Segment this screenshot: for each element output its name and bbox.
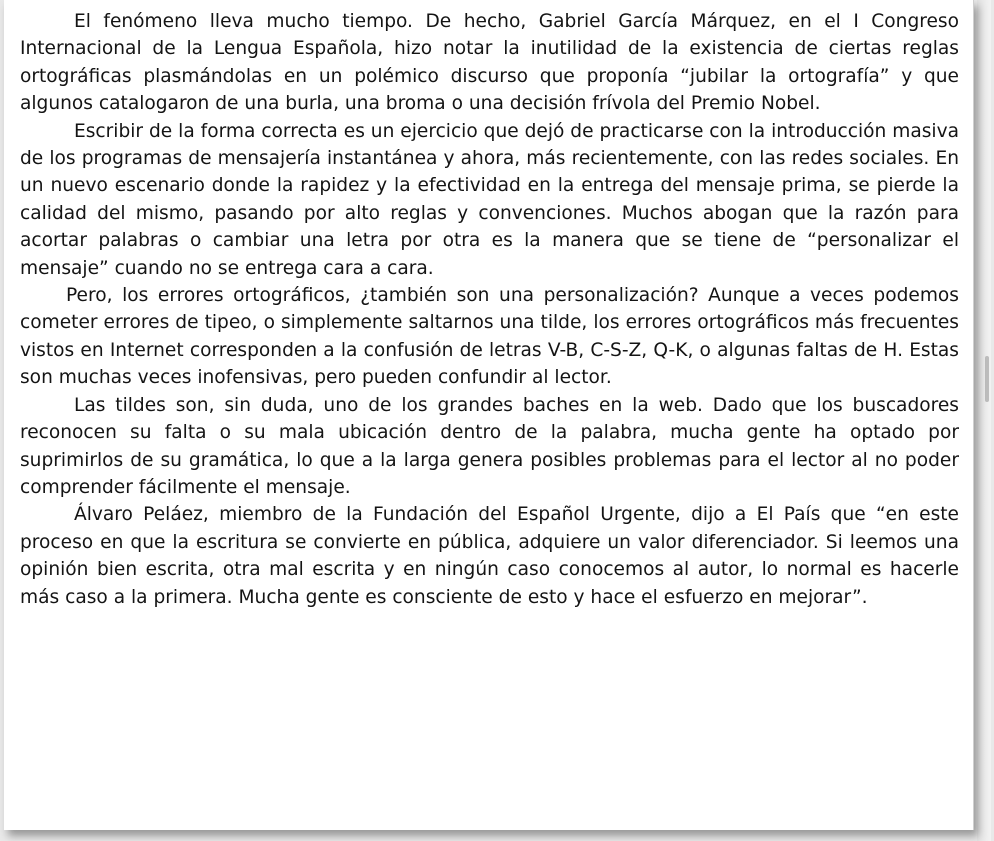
- right-edge-strip: [977, 0, 991, 841]
- text-document-page: [4, 0, 974, 830]
- paragraph-4: Las tildes son, sin duda, uno de los grandes baches en la web. Dado que los buscadores reconocen su falta o su mala ubicación dentro de la palabra, mucha gente ha optado por suprimirlos de su gramática, lo que a la larga genera posibles problemas para el lector al no poder comprender fácilmente el mensaje.: [20, 394, 959, 498]
- paragraph-5: Álvaro Peláez, miembro de la Fundación del Español Urgente, dijo a El País que “en este proceso en que la escritura se convierte en pública, adquiere un valor diferenciador. Si leemos una opinión bien escrita, otra mal escrita y en ningún caso conocemos al autor, lo normal es hacerle más caso a la primera. Mucha gente es consciente de esto y hace el esfuerzo en mejorar”.: [20, 504, 959, 608]
- paragraph-1: El fenómeno lleva mucho tiempo. De hecho, Gabriel García Márquez, en el I Congreso Internacional de la Lengua Española, hizo notar la inutilidad de la existencia de ciertas reglas ortográficas plasmándolas en un polémico discurso que proponía “jubilar la ortografía” y que algunos catalogaron de una burla, una broma o una decisión frívola del Premio Nobel.: [20, 11, 959, 115]
- paragraph-2: Escribir de la forma correcta es un ejercicio que dejó de practicarse con la introducción masiva de los programas de mensajería instantánea y ahora, más recientemente, con las redes sociales. En un nuevo escenario donde la rapidez y la efectividad en la entrega del mensaje prima, se pierde la calidad del mismo, pasando por alto reglas y convenciones. Muchos abogan que la razón para acortar palabras o cambiar una letra por otra es la manera que se tiene de “personalizar el mensaje” cuando no se entrega cara a cara.: [20, 120, 959, 279]
- scroll-thumb[interactable]: [985, 356, 989, 402]
- paragraph-3: Pero, los errores ortográficos, ¿también son una personalización? Aunque a veces podemos cometer errores de tipeo, o simplemente saltarnos una tilde, los errores ortográficos más frecuentes vistos en Internet corresponden a la confusión de letras V-B, C-S-Z, Q-K, o algunas faltas de H. Estas son muchas veces inofensivas, pero pueden confundir al lector.: [20, 285, 959, 389]
